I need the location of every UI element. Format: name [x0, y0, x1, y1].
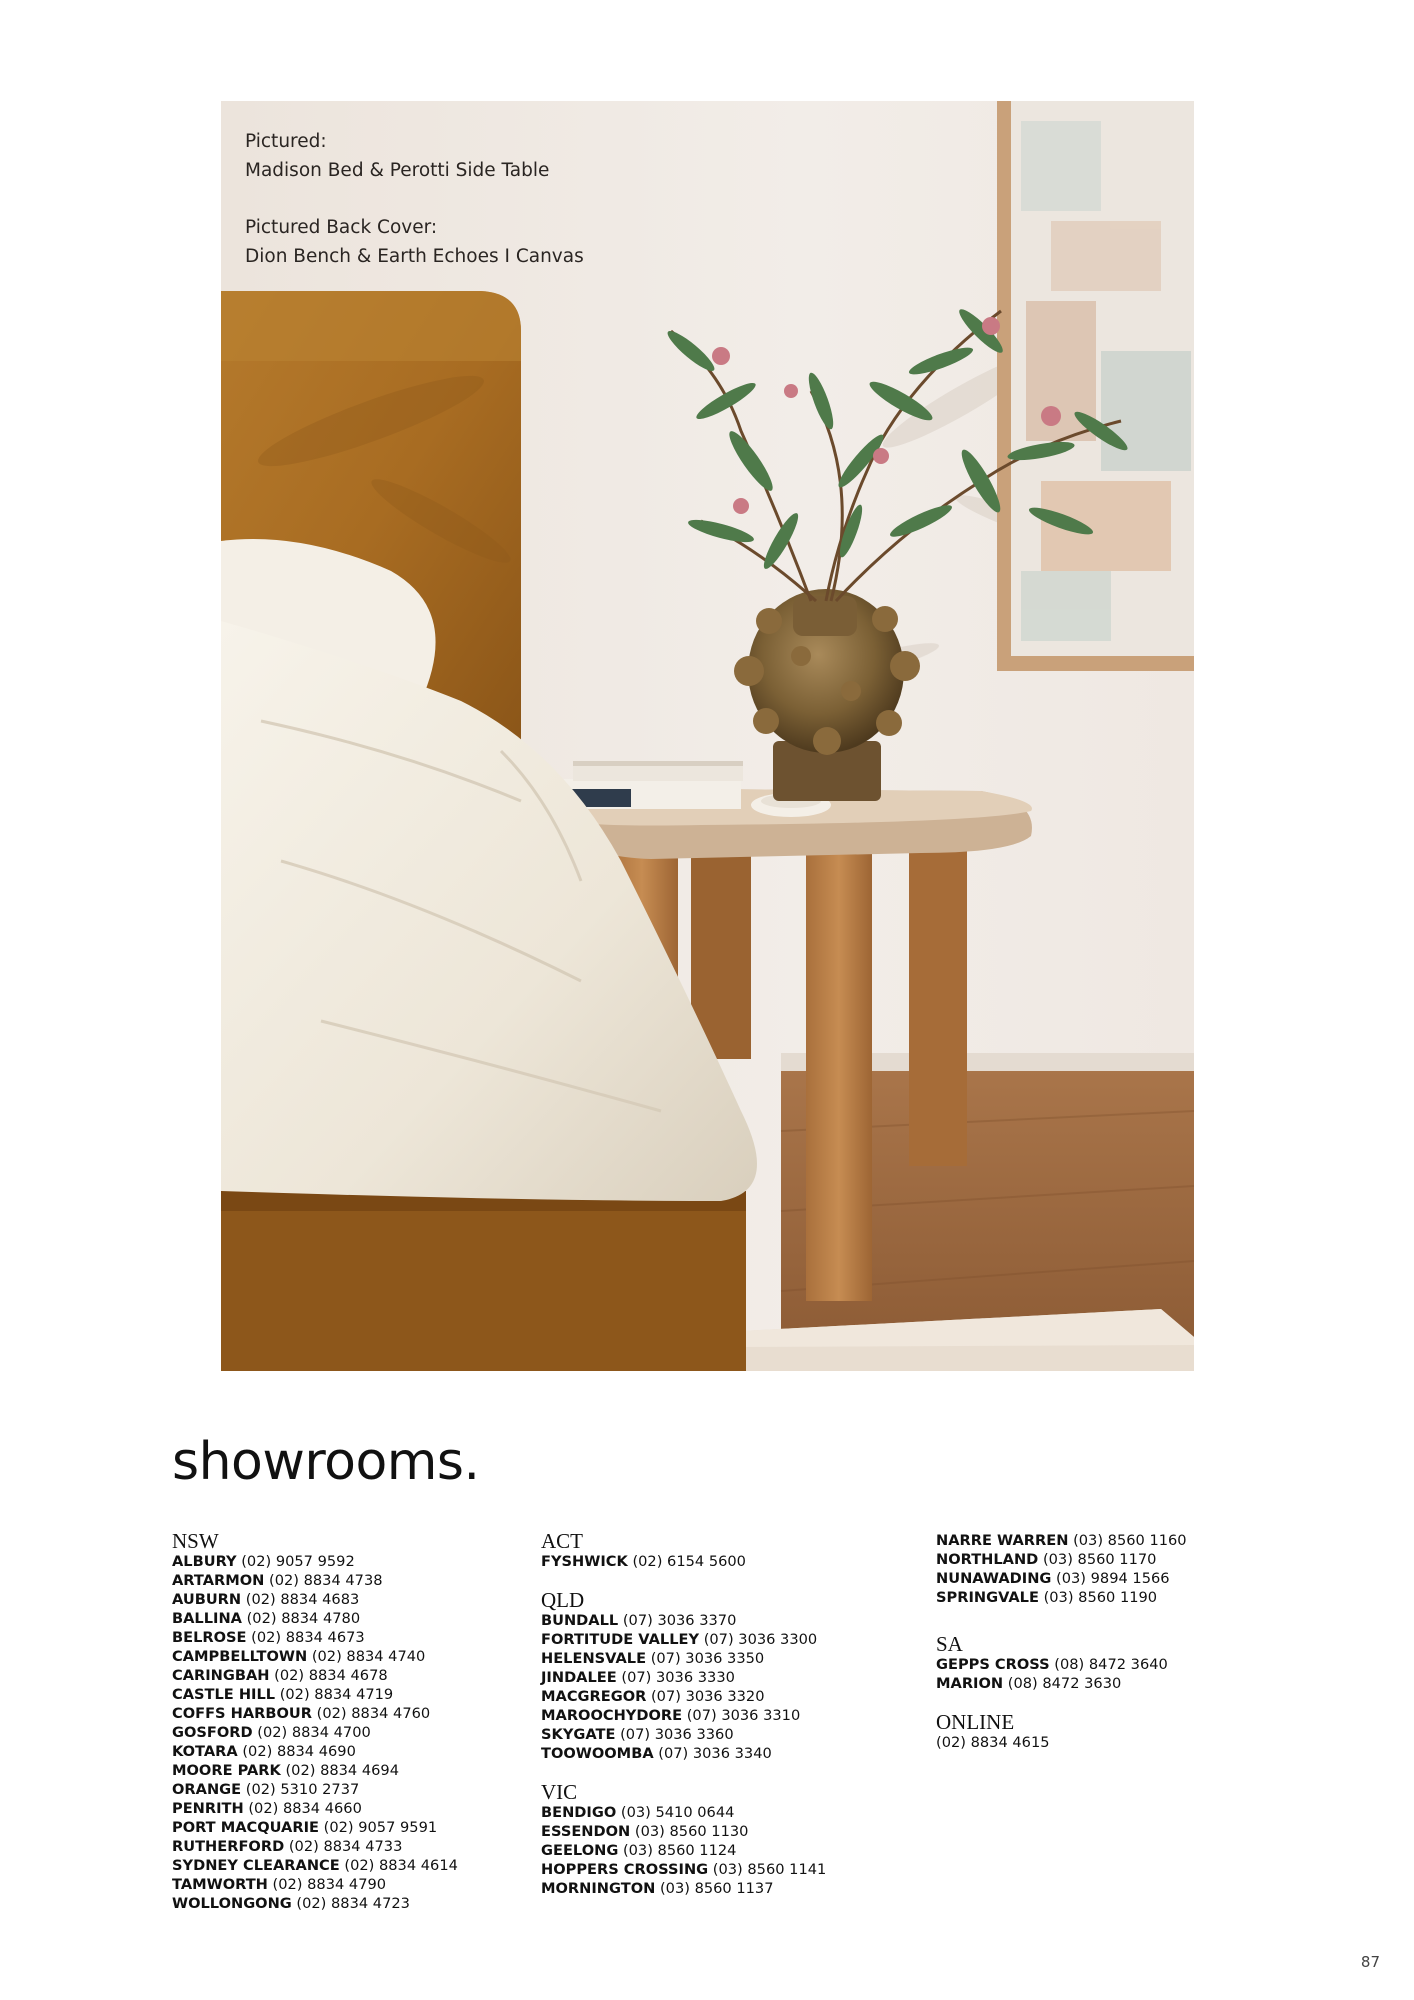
showroom-entry: PORT MACQUARIE (02) 9057 9591: [172, 1819, 438, 1836]
showroom-entry: GEPPS CROSS (08) 8472 3640: [936, 1656, 1168, 1673]
showroom-entry: NARRE WARREN (03) 8560 1160: [936, 1532, 1187, 1549]
showroom-entry: RUTHERFORD (02) 8834 4733: [172, 1838, 403, 1855]
region-online-heading: ONLINE: [936, 1710, 1015, 1734]
caption-pictured-items: Madison Bed & Perotti Side Table: [245, 160, 550, 181]
photo-caption: [245, 127, 584, 271]
showroom-entry: AUBURN (02) 8834 4683: [172, 1591, 360, 1608]
region-act-list: [541, 1552, 826, 1571]
showroom-entry: MORNINGTON (03) 8560 1137: [541, 1880, 774, 1897]
online-phone: (02) 8834 4615: [936, 1734, 1050, 1751]
caption-back-cover-label: Pictured Back Cover:: [245, 217, 438, 238]
caption-pictured-label: Pictured:: [245, 131, 327, 152]
showroom-entry: WOLLONGONG (02) 8834 4723: [172, 1895, 410, 1912]
showroom-entry: BELROSE (02) 8834 4673: [172, 1629, 365, 1646]
showroom-entry: NUNAWADING (03) 9894 1566: [936, 1570, 1170, 1587]
showrooms-column-2: [541, 1530, 826, 1898]
showroom-entry: CASTLE HILL (02) 8834 4719: [172, 1686, 394, 1703]
showroom-entry: MARION (08) 8472 3630: [936, 1675, 1122, 1692]
region-qld-list: [541, 1611, 826, 1763]
region-act-heading: ACT: [541, 1529, 583, 1553]
showroom-entry: HELENSVALE (07) 3036 3350: [541, 1650, 765, 1667]
region-nsw-list: [172, 1552, 458, 1913]
showroom-entry: MACGREGOR (07) 3036 3320: [541, 1688, 765, 1705]
region-qld-heading: QLD: [541, 1588, 585, 1612]
showrooms-heading: showrooms.: [172, 1432, 480, 1492]
showroom-entry: TAMWORTH (02) 8834 4790: [172, 1876, 387, 1893]
region-vic-list-continued: [936, 1531, 1187, 1607]
showroom-entry: NORTHLAND (03) 8560 1170: [936, 1551, 1157, 1568]
region-nsw-heading: NSW: [172, 1529, 219, 1553]
bedroom-photo: [221, 101, 1194, 1371]
region-vic-heading: VIC: [541, 1780, 578, 1804]
region-vic-list: [541, 1803, 826, 1898]
showroom-entry: JINDALEE (07) 3036 3330: [541, 1669, 735, 1686]
showroom-entry: MAROOCHYDORE (07) 3036 3310: [541, 1707, 801, 1724]
caption-back-cover-items: Dion Bench & Earth Echoes I Canvas: [245, 246, 584, 267]
showroom-entry: BUNDALL (07) 3036 3370: [541, 1612, 737, 1629]
showroom-entry: ORANGE (02) 5310 2737: [172, 1781, 360, 1798]
showroom-entry: TOOWOOMBA (07) 3036 3340: [541, 1745, 772, 1762]
showroom-entry: FORTITUDE VALLEY (07) 3036 3300: [541, 1631, 818, 1648]
showroom-entry: MOORE PARK (02) 8834 4694: [172, 1762, 399, 1779]
showroom-entry: FYSHWICK (02) 6154 5600: [541, 1553, 746, 1570]
showroom-entry: BENDIGO (03) 5410 0644: [541, 1804, 735, 1821]
showroom-entry: ESSENDON (03) 8560 1130: [541, 1823, 749, 1840]
showroom-entry: HOPPERS CROSSING (03) 8560 1141: [541, 1861, 827, 1878]
showroom-entry: BALLINA (02) 8834 4780: [172, 1610, 361, 1627]
showroom-entry: SYDNEY CLEARANCE (02) 8834 4614: [172, 1857, 458, 1874]
showroom-entry: ARTARMON (02) 8834 4738: [172, 1572, 383, 1589]
showroom-entry: SPRINGVALE (03) 8560 1190: [936, 1589, 1158, 1606]
showroom-entry: COFFS HARBOUR (02) 8834 4760: [172, 1705, 431, 1722]
region-sa-heading: SA: [936, 1632, 963, 1656]
showroom-entry: CAMPBELLTOWN (02) 8834 4740: [172, 1648, 426, 1665]
page-number: 87: [1360, 1953, 1380, 1971]
showroom-entry: CARINGBAH (02) 8834 4678: [172, 1667, 388, 1684]
bedroom-illustration: [221, 101, 1194, 1371]
showroom-entry: KOTARA (02) 8834 4690: [172, 1743, 356, 1760]
showroom-entry: GEELONG (03) 8560 1124: [541, 1842, 737, 1859]
showrooms-column-3: [936, 1531, 1187, 1752]
showroom-entry: PENRITH (02) 8834 4660: [172, 1800, 362, 1817]
showroom-entry: ALBURY (02) 9057 9592: [172, 1553, 355, 1570]
showroom-entry: SKYGATE (07) 3036 3360: [541, 1726, 734, 1743]
showrooms-column-1: [172, 1530, 458, 1913]
showroom-entry: GOSFORD (02) 8834 4700: [172, 1724, 371, 1741]
region-sa-list: [936, 1655, 1187, 1693]
